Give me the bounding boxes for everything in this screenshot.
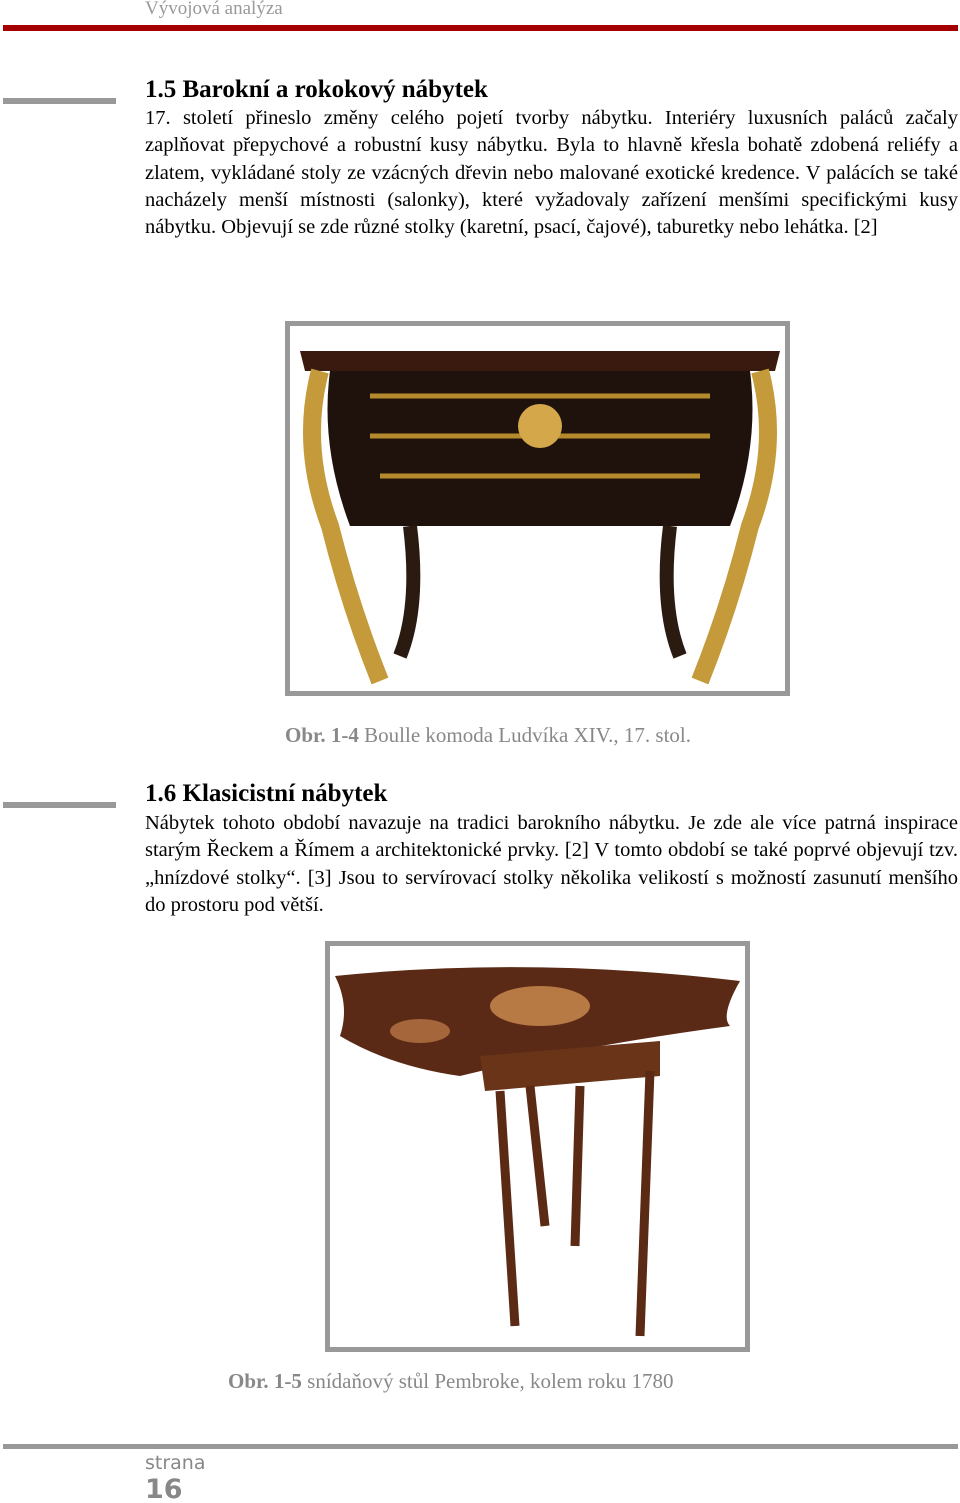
- figure-label: Obr. 1-4: [285, 723, 359, 747]
- running-header: Vývojová analýza: [145, 0, 283, 19]
- section-paragraph: 17. století přineslo změny celého pojetí tvorby nábytku. Interiéry luxusních paláců začaly zaplňovat přepychové a robustní kusy nábytku. Byla to hlavně křesla bohatě zdobená reliéfy a zlatem, vykládané stoly ze vzácných dřevin nebo malované exotické kredence. V palácích se také nacházely menší místnosti (salonky), které vyžadovaly zařízení menšími specifickými kusy nábytku. Objevují se zde různé stolky (karetní, psací, čajové), taburetky nebo lehátka. [2]: [145, 107, 958, 239]
- section-paragraph: Nábytek tohoto období navazuje na tradici barokního nábytku. Je zde ale více patrná inspirace starým Řeckem a Římem a architektonické prvky. [2] V tomto období se také poprvé objevují tzv. „hnízdové stolky“. [3] Jsou to servírovací stolky několika velikostí s možností zasunutí menšího do prostoru pod větší.: [145, 812, 958, 916]
- header-rule: [3, 25, 958, 31]
- figure-pembroke-table: [325, 941, 750, 1352]
- section-marker: [3, 802, 116, 808]
- section-marker: [3, 98, 116, 104]
- figure-caption: [228, 1369, 673, 1394]
- page-label: strana: [145, 1452, 206, 1474]
- commode-image: [290, 326, 785, 691]
- section-heading: 1.6 Klasicistní nábytek: [145, 780, 388, 807]
- page-number: 16: [145, 1474, 183, 1503]
- table-image: [330, 946, 745, 1347]
- caption-text: Boulle komoda Ludvíka XIV., 17. stol.: [358, 723, 691, 747]
- footer-rule: [3, 1444, 958, 1449]
- section-heading: 1.5 Barokní a rokokový nábytek: [145, 76, 488, 103]
- caption-text: snídaňový stůl Pembroke, kolem roku 1780: [301, 1369, 674, 1393]
- figure-boulle-commode: [285, 321, 790, 696]
- figure-caption: [285, 723, 691, 748]
- figure-label: Obr. 1-5: [228, 1369, 302, 1393]
